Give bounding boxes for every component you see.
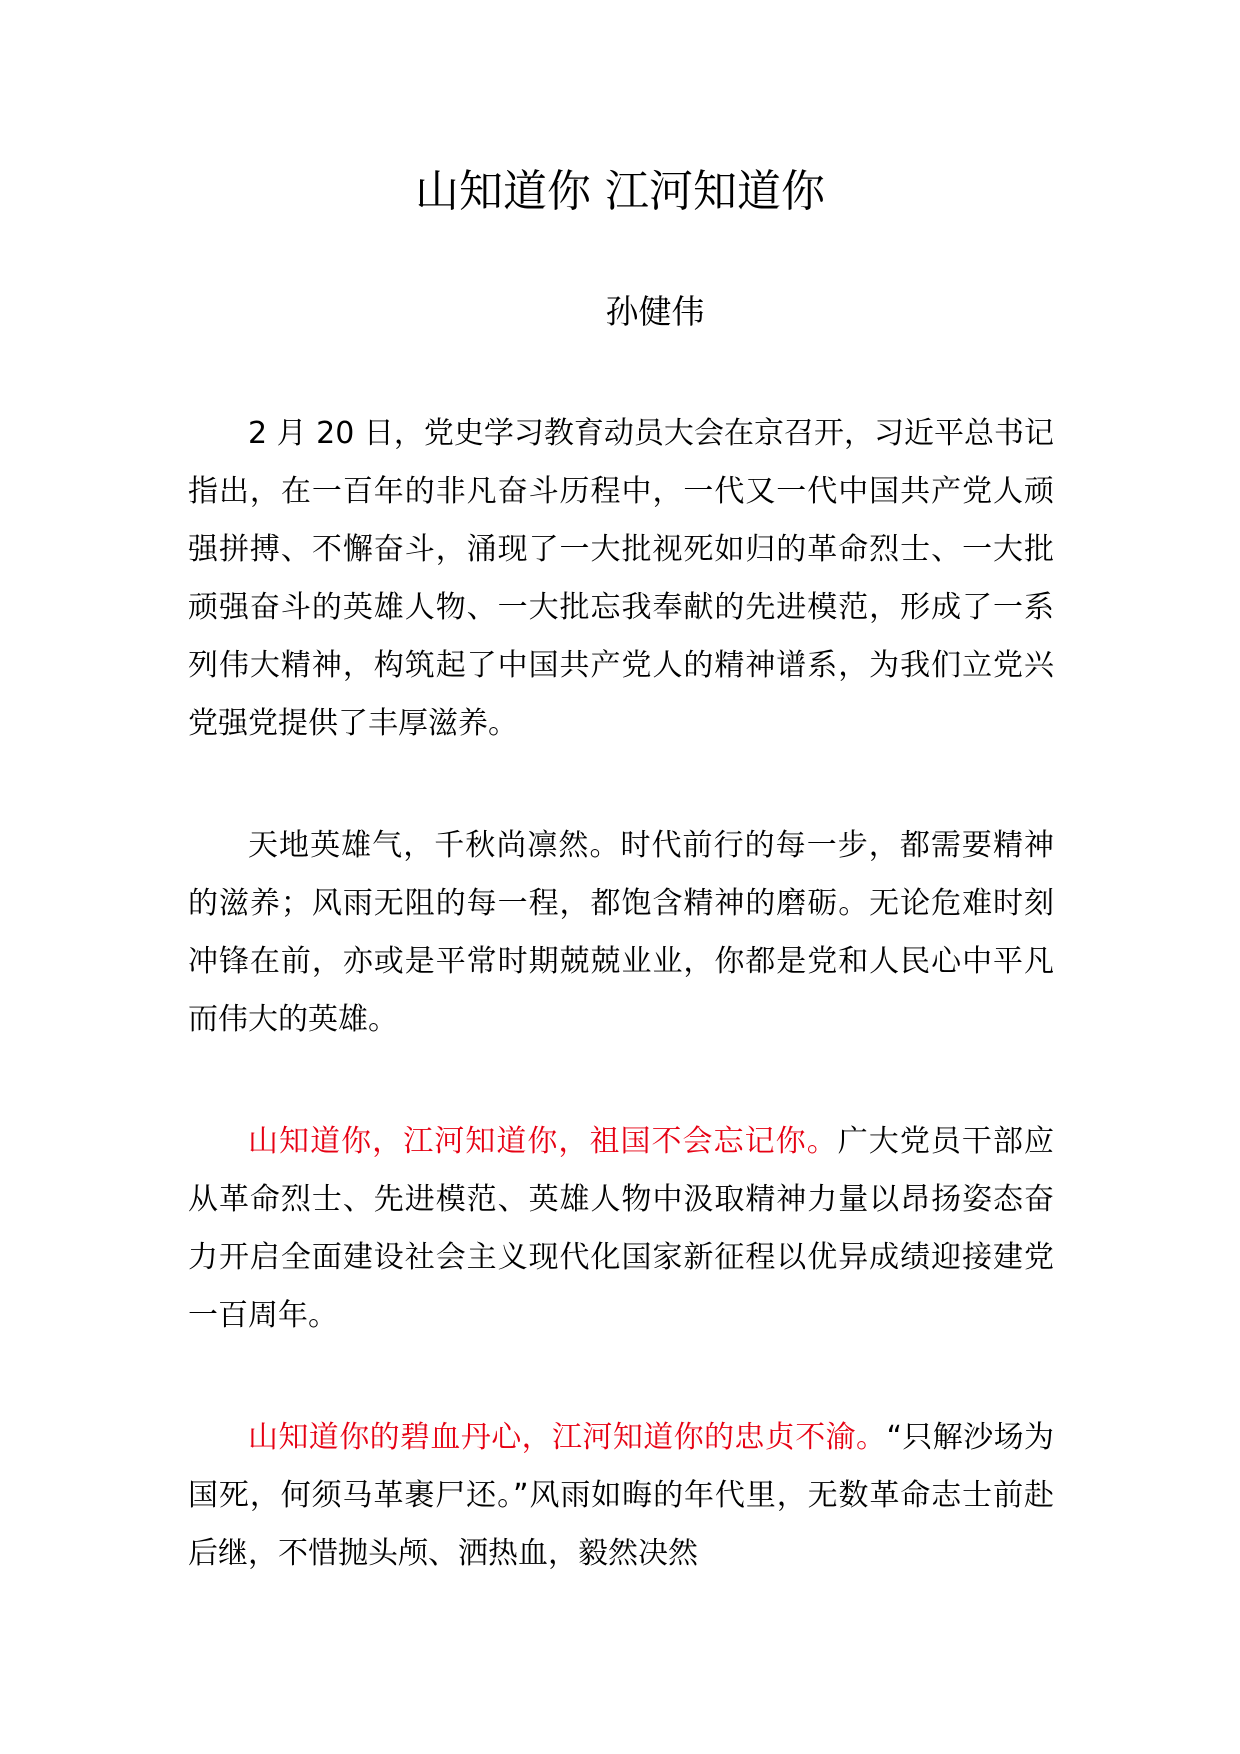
paragraph: [188, 1409, 1054, 1583]
paragraph-text: 广大党员干部应从革命烈士、先进模范、英雄人物中汲取精神力量以昂扬姿态奋力开启全面建设社会主义现代化国家新征程以优异成绩迎接建党一百周年。: [188, 1124, 1055, 1333]
paragraph-text: “只解沙场为国死，何须马革裹尸还。”风雨如晦的年代里，无数革命志士前赴后继，不惜抛头颅、洒热血，毅然决然: [188, 1420, 1055, 1571]
paragraph: [188, 1113, 1054, 1345]
document-body: [188, 405, 1054, 1647]
paragraph-highlight: 山知道你，江河知道你，祖国不会忘记你。: [248, 1124, 838, 1159]
paragraph: [188, 817, 1054, 1049]
paragraph-text: 天地英雄气，千秋尚凛然。时代前行的每一步，都需要精神的滋养；风雨无阻的每一程，都饱含精神的磨砺。无论危难时刻冲锋在前，亦或是平常时期兢兢业业，你都是党和人民心中平凡而伟大的英雄。: [188, 828, 1054, 1037]
document-title: 山知道你 江河知道你: [415, 166, 825, 217]
paragraph-text: 2 月 20 日，党史学习教育动员大会在京召开，习近平总书记指出，在一百年的非凡奋斗历程中，一代又一代中国共产党人顽强拼搏、不懈奋斗，涌现了一大批视死如归的革命烈士、一大批顽强奋斗的英雄人物、一大批忘我奉献的先进模范，形成了一系列伟大精神，构筑起了中国共产党人的精神谱系，为我们立党兴党强党提供了丰厚滋养。: [188, 416, 1054, 741]
paragraph: [188, 405, 1054, 753]
paragraph-highlight: 山知道你的碧血丹心，江河知道你的忠贞不渝。: [248, 1420, 887, 1455]
author-name: 孙健伟: [605, 292, 705, 331]
